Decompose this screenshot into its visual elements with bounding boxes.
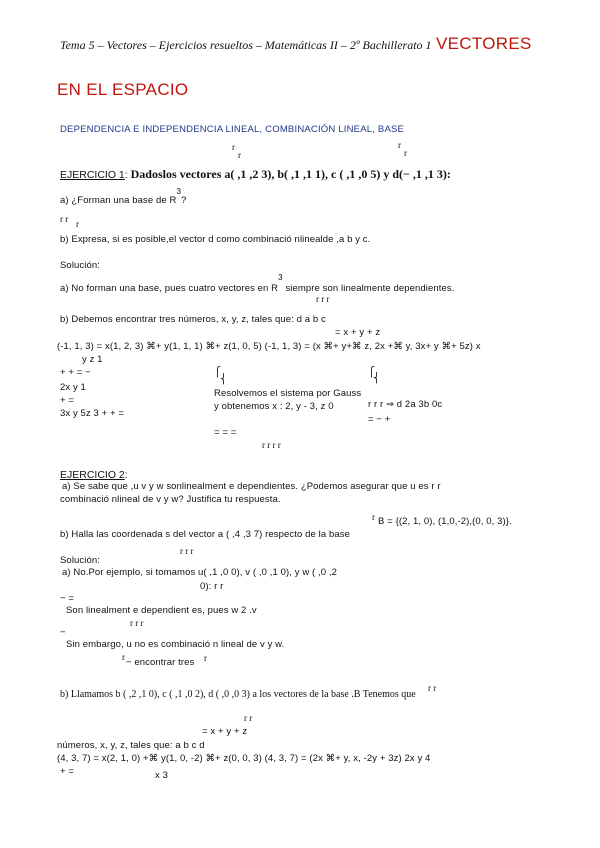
vector-marks: r r r: [180, 546, 194, 556]
exercise-1-label: EJERCICIO 1: [60, 169, 125, 181]
gauss-conclusion: r r r ⇒ d 2a 3b 0c: [368, 399, 443, 410]
solution-a-end: siempre son linealmente dependientes.: [282, 283, 455, 295]
vector-mark: r: [398, 140, 401, 150]
system-row: y z 1: [82, 354, 103, 365]
gauss-signs: = − +: [368, 414, 391, 425]
brace-glyph: ⎨: [373, 373, 381, 384]
brace-glyph: ⎧: [214, 367, 222, 378]
system-row: + =: [60, 395, 75, 406]
exercise-1-heading: [60, 167, 451, 182]
system-row: 3x y 5z 3 + + =: [60, 408, 125, 419]
exercise-1-part-a: [60, 187, 187, 207]
part-a-end: ?: [181, 195, 187, 207]
exercise-2-part-a-cont: combinació nlineal de v y w? Justifica tu respuesta.: [60, 494, 281, 505]
vector-mark: r r: [60, 214, 69, 224]
solution-2a-cont: 0): r r: [200, 581, 224, 592]
vector-marks: r r r r: [262, 440, 281, 450]
solution-2a-dependent: Son linealment e dependient es, pues w 2 .v: [66, 605, 257, 616]
exercise-2-part-b: b) Halla las coordenada s del vector a ( ,4 ,3 7) respecto de la base: [60, 529, 350, 540]
vector-mark: r: [76, 219, 79, 229]
solution-2a-find: − encontrar tres: [126, 657, 195, 668]
exercise-1-statement: Dadoslos vectores a( ,1 ,2 3), b( ,1 ,1 1), c ( ,1 ,0 5) y d(− ,1 ,1 3):: [130, 167, 451, 181]
solution-label-2: Solución:: [60, 555, 100, 566]
basis-definition: B = {(2, 1, 0), (1,0,-2),(0, 0, 3)}.: [378, 516, 512, 527]
superscript: 3: [278, 273, 283, 282]
exercise-1-colon: :: [124, 169, 128, 181]
vector-marks: r r: [428, 683, 437, 693]
solution-2b-intro: b) Llamamos b ( ,2 ,1 0), c ( ,1 ,0 2), d ( ,0 ,0 3) a los vectores de la base .B Tenemos que: [60, 689, 416, 700]
solution-2a: a) No.Por ejemplo, si tomamos u( ,1 ,0 0), v ( ,0 ,1 0), y w ( ,0 ,2: [62, 567, 338, 578]
exercise-2-part-a: a) Se sabe que ,u v y w sonlinealment e dependientes. ¿Podemos asegurar que u es r r: [62, 481, 441, 492]
vector-marks: r r r: [316, 294, 330, 304]
vector-equation: (-1, 1, 3) = x(1, 2, 3) ⌘+ y(1, 1, 1) ⌘+ z(1, 0, 5) (-1, 1, 3) = (x ⌘+ y+⌘ z, 2x +⌘ y, 3x+ y ⌘+ 5z) x: [57, 341, 481, 352]
brace-glyph: ⎨: [220, 374, 228, 385]
exercise-2-colon: :: [124, 469, 128, 481]
solution-2a-sign: −: [60, 627, 66, 638]
system-row: 2x y 1: [60, 382, 86, 393]
combination-equation-2: = x + y + z: [202, 726, 248, 737]
vector-mark: r: [372, 512, 375, 522]
vector-mark: r: [232, 142, 235, 152]
gauss-text: Resolvemos el sistema por Gauss: [214, 388, 362, 399]
exercise-2-heading: [60, 469, 128, 481]
vector-mark: r: [122, 652, 125, 662]
gauss-result: y obtenemos x : 2, y - 3, z 0: [214, 401, 334, 412]
vector-marks: r r r: [130, 618, 144, 628]
solution-2a-signs: − =: [60, 593, 75, 604]
vector-mark: r: [238, 150, 241, 160]
combination-equation: = x + y + z: [335, 327, 381, 338]
vector-mark: r: [404, 148, 407, 158]
vector-marks: r r: [244, 713, 253, 723]
system-row: + + = −: [60, 367, 91, 378]
brace-glyph: ⎧: [368, 367, 376, 378]
solution-2b-equation: (4, 3, 7) = x(2, 1, 0) +⌘ y(1, 0, -2) ⌘+ z(0, 0, 3) (4, 3, 7) = (2x ⌘+ y, x, -2y + 3z) 2x y 4: [57, 753, 431, 764]
solution-b: b) Debemos encontrar tres números, x, y, z, tales que: d a b c: [60, 314, 326, 325]
solution-a-text: a) No forman una base, pues cuatro vectores en R: [60, 283, 279, 295]
solution-2b-numbers: números, x, y, z, tales que: a b c d: [57, 740, 205, 751]
document-title: VECTORES: [436, 34, 532, 53]
running-header: Tema 5 – Vectores – Ejercicios resueltos – Matemáticas II – 2º Bachillerato 1: [60, 38, 432, 52]
vector-mark: r: [204, 653, 207, 663]
exercise-2-label: EJERCICIO 2: [60, 469, 125, 481]
solution-2b-sign: + =: [60, 766, 75, 777]
part-a-text: a) ¿Forman una base de R: [60, 195, 177, 207]
solution-label: Solución:: [60, 260, 100, 271]
superscript: 3: [176, 187, 182, 196]
gauss-equals: = = =: [214, 427, 237, 438]
solution-a: [60, 273, 455, 295]
solution-2a-not-combination: Sin embargo, u no es combinació n lineal de v y w.: [66, 639, 285, 650]
document-title-line2: EN EL ESPACIO: [57, 80, 189, 99]
solution-2b-x: x 3: [155, 770, 168, 781]
section-heading: DEPENDENCIA E INDEPENDENCIA LINEAL, COMBINACIÓN LINEAL, BASE: [60, 124, 405, 135]
exercise-1-part-b: b) Expresa, si es posible,el vector d como combinació nlinealde ,a b y c.: [60, 234, 371, 245]
